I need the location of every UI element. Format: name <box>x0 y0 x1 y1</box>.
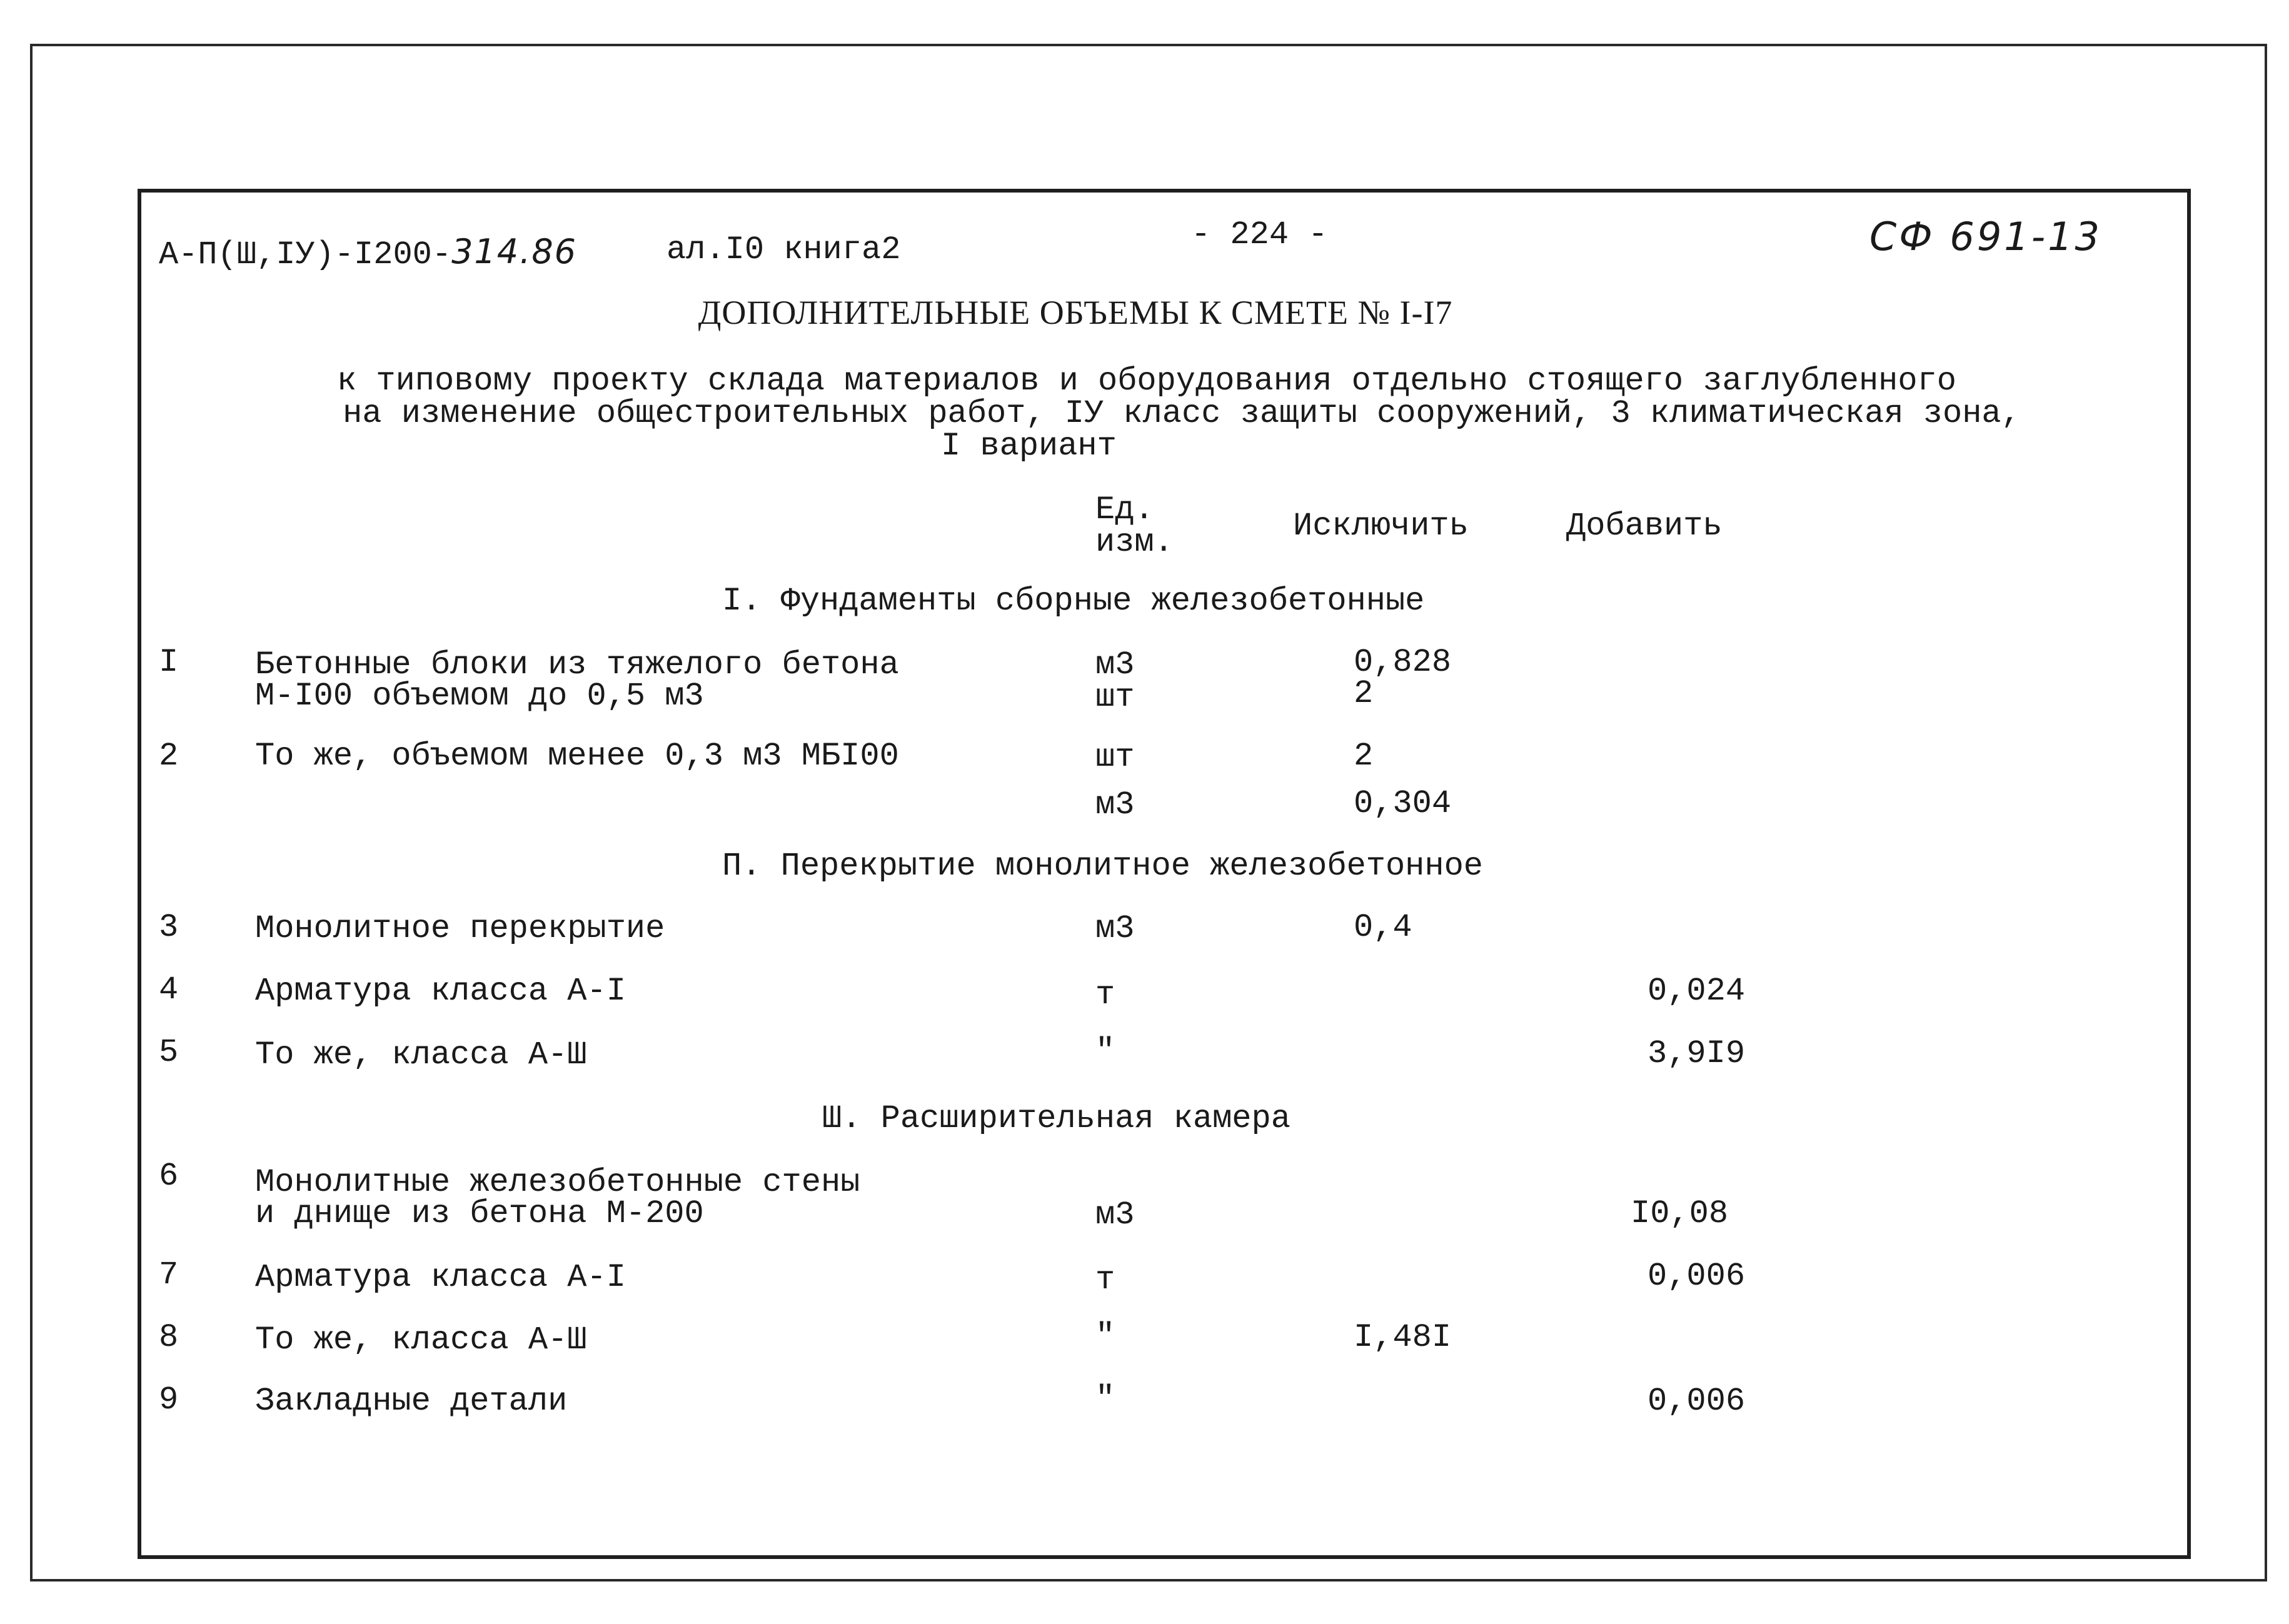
row-unit-2: шт <box>1095 679 1135 716</box>
row-number: 5 <box>159 1034 179 1071</box>
document-code-printed: А-П(Ш,IУ)-I200- <box>159 236 452 273</box>
row-unit: " <box>1095 1380 1115 1417</box>
row-unit: шт <box>1095 739 1135 776</box>
document-title: ДОПОЛНИТЕЛЬНЫЕ ОБЪЕМЫ К СМЕТЕ № I-I7 <box>698 294 1453 331</box>
row-number: 4 <box>159 971 179 1008</box>
row-number: 7 <box>159 1256 179 1293</box>
row-add-value: 0,006 <box>1648 1383 1746 1420</box>
row-exclude-value: I,48I <box>1354 1319 1452 1356</box>
row-unit: т <box>1095 1261 1115 1298</box>
subtitle-line-3: I вариант <box>941 428 1117 464</box>
row-name: Арматура класса А-I <box>255 1259 626 1296</box>
row-name: То же, класса А-Ш <box>255 1036 587 1073</box>
row-name-continued: М-I00 объемом до 0,5 м3 <box>255 678 704 714</box>
subtitle-line-2: на изменение общестроительных работ, IУ класс защиты сооружений, 3 климатическая зона, <box>343 395 2021 432</box>
row-number: 2 <box>159 738 179 774</box>
row-unit: " <box>1095 1318 1115 1355</box>
row-unit: " <box>1095 1033 1115 1070</box>
row-exclude-value: 0,4 <box>1354 909 1412 946</box>
row-number: 3 <box>159 909 179 946</box>
row-unit: м3 <box>1095 910 1135 947</box>
row-add-value: 0,024 <box>1648 973 1746 1010</box>
section-title: П. Перекрытие монолитное железобетонное <box>722 848 1483 885</box>
row-unit-2: м3 <box>1095 786 1135 823</box>
row-number: 9 <box>159 1381 179 1418</box>
row-add-value: 0,006 <box>1648 1258 1746 1295</box>
row-add-value: I0,08 <box>1631 1195 1729 1232</box>
row-exclude-value: 2 <box>1354 738 1374 774</box>
row-name: Закладные детали <box>255 1383 568 1420</box>
column-header-add: Добавить <box>1566 508 1723 544</box>
section-title: Ш. Расширительная камера <box>822 1100 1290 1137</box>
archive-code: СФ 691-13 <box>1869 214 2102 259</box>
row-name: Монолитные железобетонные стены <box>255 1164 860 1201</box>
row-exclude-value: 0,828 <box>1354 644 1452 681</box>
album-book: ал.I0 книга2 <box>667 231 901 268</box>
document-code-handwritten: 314.86 <box>451 232 578 271</box>
row-unit: м3 <box>1095 646 1135 683</box>
row-exclude-value-2: 0,304 <box>1354 785 1452 822</box>
row-name: То же, класса А-Ш <box>255 1321 587 1358</box>
row-name: Бетонные блоки из тяжелого бетона <box>255 646 899 683</box>
section-title: I. Фундаменты сборные железобетонные <box>722 583 1425 619</box>
row-name-continued: и днище из бетона М-200 <box>255 1195 704 1232</box>
row-number: 8 <box>159 1319 179 1356</box>
subtitle-line-1: к типовому проекту склада материалов и оборудования отдельно стоящего заглубленного <box>336 363 1957 399</box>
column-header-exclude: Исключить <box>1293 508 1469 544</box>
row-name: Арматура класса А-I <box>255 973 626 1010</box>
row-unit: т <box>1095 976 1115 1013</box>
row-add-value: 3,9I9 <box>1648 1035 1746 1072</box>
column-header-unit-2: изм. <box>1095 524 1174 561</box>
column-header-unit-1: Ед. <box>1095 491 1154 528</box>
row-exclude-value-2: 2 <box>1354 675 1374 712</box>
row-number: I <box>159 644 179 681</box>
row-unit: м3 <box>1095 1196 1135 1233</box>
row-name: То же, объемом менее 0,3 м3 МБI00 <box>255 738 899 774</box>
document-code <box>159 233 577 271</box>
row-number: 6 <box>159 1158 179 1195</box>
page-number: - 224 - <box>1191 216 1328 253</box>
row-name: Монолитное перекрытие <box>255 910 665 947</box>
